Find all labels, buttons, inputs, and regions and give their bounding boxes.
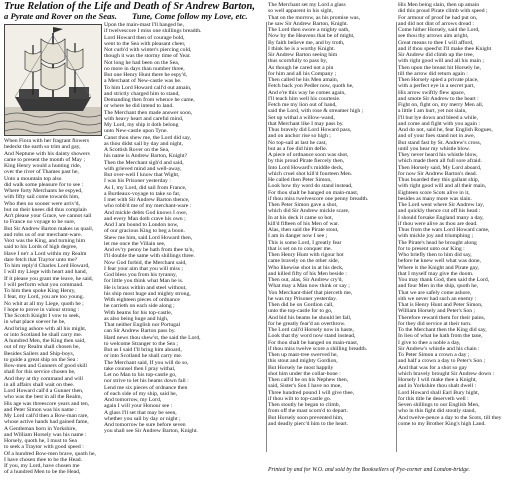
verse-line: Then upon the breast hit Horsely he, xyxy=(398,64,481,71)
verse-line: With beams for his top-castle, xyxy=(104,309,173,316)
verse-line: But Horsely soon prevented him, xyxy=(268,414,344,421)
verse-line: His arrow swiftly flew apace, xyxy=(398,89,466,96)
verse-line: The Lord call'd Horsely now in haste, xyxy=(268,327,354,333)
verse-line: till the arrow did return again : xyxy=(398,70,468,77)
verse-line: But one Henry Hunt there he espy'd, xyxy=(104,72,187,78)
verse-line: An't please your Grace, we cannot sail xyxy=(4,213,92,219)
verse-line: In lieu of what he hath from the tane, xyxy=(398,333,483,340)
verse-line: out of my Realm shall chosen be, xyxy=(4,344,80,351)
verse-line: of a hundred Men to be the Head, xyxy=(4,469,81,476)
verse-line: Lord Howard then of courage bold, xyxy=(104,34,185,41)
verse-line: did walk some pleasure for to see : xyxy=(4,181,84,188)
verse-line: with a perfect eye in a secret part, xyxy=(398,83,475,90)
verse-line: can Sir Andrew Barton pass by. xyxy=(104,328,176,335)
verse-line: said the Lord, with rose & streamer high ; xyxy=(268,108,364,115)
verse-line: My Lord call'd then a Bow-man rare, xyxy=(4,413,89,419)
verse-line: said to his Lords of high degree, xyxy=(4,244,78,251)
verse-line: this stout and mighty Gordion, xyxy=(268,358,338,365)
verse-line: Thus boarded they this gallant ship, xyxy=(398,177,480,183)
verse-line: but as a foe did him defie. xyxy=(268,145,328,152)
verse-line: as thou didst sail by day and night, xyxy=(104,140,183,147)
verse-line: And mickle debts God knows I owe, xyxy=(104,209,188,216)
verse-line: I give to thee a noble a day, xyxy=(398,339,461,346)
verse-line: I should forsake England many a day, xyxy=(398,214,484,221)
verse-line: Three hundred pound I will give thee, xyxy=(268,389,355,396)
verse-line: came to present the month of May ; xyxy=(4,156,86,163)
verse-line: so well apparent in his sight, xyxy=(268,8,334,15)
verse-line: thus scornfully to pass by, xyxy=(268,58,328,65)
verse-line: to seek a Traytor with good speed : xyxy=(4,444,84,451)
verse-line: see thou thy arrows aim aright, xyxy=(398,33,469,40)
column-4-text xyxy=(398,2,522,427)
verse-line: Lend me six pieces of ordnance then xyxy=(104,384,188,391)
verse-line: he carrieth on each side along ; xyxy=(104,303,175,310)
verse-line: To him reply'd Charles Lord Howard, xyxy=(4,263,90,269)
verse-line: Upon the main-mast I'll hanged be, xyxy=(104,22,184,28)
verse-line: Where forty Merchants he espyed, xyxy=(4,188,83,194)
verse-line: for to present unto our King : xyxy=(398,245,465,252)
verse-line: I will perform what you command. xyxy=(4,281,84,288)
verse-line: Then Horsely said, My Lord aboard, xyxy=(398,164,482,171)
verse-line: if thou miss twelvescore one penny breadth. xyxy=(268,195,369,202)
verse-line: They never heard his whistle blow, xyxy=(398,152,478,158)
verse-line: or into Scotland he shall carry me. xyxy=(4,331,83,338)
verse-line: whether you sail by day or night ; xyxy=(104,415,181,422)
verse-line: As though he cared not a pin xyxy=(268,64,334,71)
verse-line: whose active hands had gained fame, xyxy=(4,419,89,426)
verse-line: Have I ne'r a Lord within my Realm xyxy=(4,250,87,257)
verse-line: A hundred Men, the King then said, xyxy=(4,338,86,344)
verse-line: For armour of proof he had put on, xyxy=(398,14,478,21)
verse-line: dare fetch that Traytor unto me? xyxy=(4,256,78,263)
verse-line: with mickle joy and triumphing ; xyxy=(398,233,474,240)
verse-line: to welcome Stranger to the Sea ; xyxy=(104,340,178,347)
verse-line: sith we never had such an enemy : xyxy=(398,295,477,302)
verse-line: But as I said I'll bring him aboard, xyxy=(104,347,182,353)
verse-line: until you hear my whistle blow. xyxy=(398,145,470,152)
verse-line: Then Henry Hunt with rigour hot xyxy=(268,252,344,258)
verse-line: for they did service at their turn. xyxy=(398,320,472,327)
verse-line: Look how thy word do stand instead, xyxy=(268,183,353,190)
verse-line: did this proud Pirate climb with speed ; xyxy=(398,8,488,15)
verse-line: Seven shillings to our English Men, xyxy=(398,402,480,408)
verse-line: Sir Andrew's whistle and his chain : xyxy=(398,345,480,352)
verse-line: who in this fight did stoutly stand, xyxy=(398,408,476,415)
column-2-text xyxy=(104,22,264,435)
verse-line: To him Lord Howard call'd out amain, xyxy=(104,84,192,91)
column-divider xyxy=(396,22,397,452)
verse-line: I was his Prisoner yesterday : xyxy=(104,178,171,185)
verse-line: nor strive to let his beams down fall : xyxy=(104,378,189,385)
verse-line: And bring ashore with all his might, xyxy=(4,325,87,332)
verse-line: shall for this service chosen be, xyxy=(4,369,76,376)
verse-line: Therefore reward them for their pains, xyxy=(398,314,486,321)
verse-line: and come and fight with you again : xyxy=(398,120,480,127)
verse-line: though it was the stormy time of Year. xyxy=(104,53,191,60)
verse-line: And e're this way he comes again, xyxy=(268,89,346,96)
verse-line: who was the best in all the Realm, xyxy=(4,394,83,401)
verse-line: no more in days than number three, xyxy=(104,65,185,72)
verse-line: But Sir Andrew Barton makes us quail, xyxy=(4,225,94,232)
verse-line: a Merchant of New-castle was he. xyxy=(104,78,182,85)
verse-line: kill'd fifteen of his Men of war. xyxy=(268,220,339,227)
verse-line: over the river of Thames past he, xyxy=(4,169,79,176)
verse-line: I'll but lye down and bleed a while, xyxy=(398,114,478,121)
verse-line: The Pirate's head he brought along xyxy=(398,239,477,246)
verse-line: but on their knees did thus complain xyxy=(4,206,87,213)
verse-line: you shall see Sir Andrew Barton, Knight. xyxy=(104,428,198,435)
verse-line: This is some Lord, I greatly fear xyxy=(268,239,342,246)
verse-line: Eighteen score Scots alive in it, xyxy=(398,189,470,196)
verse-line: and robs us of our merchant-ware. xyxy=(4,231,83,238)
verse-line: Look that thy word now stand instead, xyxy=(268,333,356,340)
verse-line: and quickly thence cut off his head : xyxy=(398,208,481,215)
verse-line: I fear your aim that you will miss ; xyxy=(104,265,183,272)
verse-line: And do not, said he, fear English Rogues, xyxy=(398,127,493,133)
verse-line: come to my Brother King's high Land. xyxy=(398,420,486,427)
verse-line: King Henry would a hunting ride, xyxy=(4,163,82,169)
verse-line: And tomorrow, my Lord, xyxy=(104,397,162,403)
verse-line: for now Sir Andrew Barton's dead. xyxy=(398,170,478,177)
verse-line: Then Peter Simon gave a shot, xyxy=(268,202,338,208)
verse-line: which did Sir Andrew mickle scare, xyxy=(268,208,350,215)
verse-line: Not curb'd with winter's piercing cold, xyxy=(104,47,192,53)
verse-line: To him then spoke King Henry, xyxy=(4,288,76,294)
verse-line: let me once the Villain see, xyxy=(104,240,166,247)
verse-line: as also being huge and high, xyxy=(104,315,169,322)
verse-line: That is Henry Hunt and Peter Simon, xyxy=(398,302,483,308)
verse-line: Fetch me my lion out of hand, xyxy=(268,102,337,108)
verse-line: What may a Man now think or say ; xyxy=(268,283,350,290)
ballad-title: True Relation of the Life and Death of Sr Andrew Barton, xyxy=(4,1,255,12)
imprint-footer: Printed by and for W.O. and sold by the Booksellers of Pye-corner and London-bridge. xyxy=(268,467,471,473)
verse-line: Then called he his Men amain, xyxy=(268,77,339,83)
verse-line: said, Sister's Son I have no moe, xyxy=(268,383,342,390)
verse-line: unto the top-castle for to go, xyxy=(268,308,333,315)
verse-line: The Lord went where Sir Andrew lay, xyxy=(398,202,485,208)
verse-line: with right good will and all his main ; xyxy=(398,58,484,65)
verse-line: He is brass within and steel without, xyxy=(104,284,187,291)
verse-line: to France no voyage to be sure, xyxy=(4,219,76,226)
verse-line: unto New-castle upon Tyne. xyxy=(104,128,168,135)
verse-line: I think he is a worthy Knight. xyxy=(268,45,336,52)
verse-line: that Merchant like I may pass by. xyxy=(268,120,344,127)
verse-line: Thus bravely did Lord Howard pass, xyxy=(268,127,352,133)
verse-line: if thou wilt to top-castle go. xyxy=(268,395,332,402)
verse-line: Great means to thee I will afford, xyxy=(398,39,474,46)
verse-line: Let no Man to his top-castle go, xyxy=(104,372,177,378)
verse-line: Vext was the King, and turning him xyxy=(4,238,86,244)
subtitle-left: a Pyrate and Rover on the Seas. xyxy=(4,11,117,21)
verse-line: Sir Andrew did climb up the tree, xyxy=(398,52,474,58)
verse-line: But Horsely he most happily xyxy=(268,364,334,371)
verse-line: and of your foes stand not in awe, xyxy=(398,133,476,140)
verse-line: came bravely on the other side, xyxy=(268,258,340,265)
verse-line: went to the Sea with pleasant cheer, xyxy=(104,40,186,47)
verse-line: for this title he deserveth well : xyxy=(398,395,469,402)
verse-line: again I will your Honour see : xyxy=(104,403,173,410)
verse-line: He called then Peter Simon, xyxy=(268,177,332,183)
verse-line: And they at thy command and will xyxy=(4,375,83,382)
verse-line: Then call'd he on his Nephew then, xyxy=(268,377,349,383)
verse-line: I have chosen thee to be the Head. xyxy=(4,456,83,463)
verse-line: No top-sail at last he cast, xyxy=(268,139,327,146)
verse-line: Besides Sailers and Ship-boys, xyxy=(4,350,75,357)
verse-line: he saw Sir Andrew Barton, Knight. xyxy=(268,20,349,27)
verse-line: Not long he had been on the Sea, xyxy=(104,59,180,66)
verse-line: in all affairs shall wait on thee. xyxy=(4,381,75,388)
verse-line: Horsely, quoth he, I must to Sea xyxy=(4,438,77,444)
verse-line: If it please you grant me leave, he said, xyxy=(4,275,94,282)
column-1-text xyxy=(4,138,100,476)
verse-line: I'll double the same with shillings three. xyxy=(104,253,195,260)
verse-line: and if thou speed'st I'll make thee Knight xyxy=(398,45,492,52)
verse-line: Then stoutly he began to climb, xyxy=(268,402,341,408)
verse-line: And ev'ry penny he hath from thee ta'n, xyxy=(104,247,194,253)
verse-line: Canst thou shew me, the Lord did say, xyxy=(104,134,191,141)
verse-line: Lord Howard shall Earl Bury hight, xyxy=(398,389,480,396)
verse-line: a little I am hurt, yet not slain, xyxy=(398,108,467,115)
verse-line: That we are safely come ashore, xyxy=(398,289,472,296)
verse-line: If you, my Lord, have chosen me xyxy=(4,463,80,469)
verse-line: or into Scotland he shall carry me. xyxy=(104,353,183,360)
verse-line: Come hither Horsely, said the Lord, xyxy=(398,27,480,33)
verse-line: The Merchant set my Lord a glass xyxy=(268,2,346,8)
verse-line: To the Merchant then the King did say, xyxy=(398,327,487,333)
verse-line: Demanding then from whence he came, xyxy=(104,97,195,103)
verse-line: That neither English nor Portugal xyxy=(104,322,181,328)
verse-line: And Neptune with his dainty showers xyxy=(4,150,90,157)
verse-line: Bow-men and Gunners of good skill xyxy=(4,363,87,369)
verse-line: You may thank God, then said the Lord, xyxy=(398,277,490,283)
verse-line: And I am bound to London now, xyxy=(104,222,179,228)
verse-line: Where is the Knight and Pirate gay, xyxy=(398,264,479,271)
verse-line: The Merchant then made answer soon, xyxy=(104,109,193,116)
verse-line: His Men being slain, then up amain xyxy=(398,2,480,8)
verse-line: besides as many more was slain. xyxy=(398,195,472,202)
verse-line: before he knew well what was done, xyxy=(398,258,481,265)
verse-line: Who briefly then to him did say, xyxy=(398,252,472,258)
verse-line: and on anchor rise so high ; xyxy=(268,133,331,140)
verse-line: a Burdeaux-voyage to take so far, xyxy=(104,190,181,197)
verse-line: For thou shalt be hanged on main-mast, xyxy=(268,189,359,196)
verse-line: with grieved mind and well-away, xyxy=(104,165,182,172)
verse-line: Then did he on Gordion call, xyxy=(268,302,334,308)
verse-line: I fear, my Lord, you are too young. xyxy=(4,294,85,301)
column-3-text xyxy=(268,2,394,427)
verse-line: When Flora with her fragrant flowers xyxy=(4,138,90,144)
verse-line: if twelvescore I miss one shillings breadth. xyxy=(104,28,202,35)
verse-line: Fight on, fight on, my merry Men all, xyxy=(398,102,484,108)
verse-line: Unto a mountain top also xyxy=(4,175,62,182)
verse-line: Fetch back yon Pedler now, quoth he, xyxy=(268,83,354,90)
verse-line: And twelve-pence a day to the Scots, till they xyxy=(398,414,502,421)
verse-line: to guide a great ship on the Sea : xyxy=(4,356,79,363)
verse-line: But over-well I know that Wight, xyxy=(104,172,180,178)
verse-line: bedeckt the earth so trim and gay, xyxy=(4,144,81,151)
verse-line: No whit at all my Liege, quoth he ; xyxy=(4,300,84,307)
ship-woodcut-drawing xyxy=(5,25,101,135)
verse-line: A glass I'll set that may be seen, xyxy=(104,409,177,416)
verse-line: With eighteen pieces of ordnance xyxy=(104,297,180,303)
tune-line: Tune, Come follow my Love, etc. xyxy=(132,11,248,21)
verse-line: William Horsely and Peter's Son ; xyxy=(398,308,476,315)
verse-line: if thou were alive as thou are dead. xyxy=(398,220,478,227)
verse-line: I met with Sir Andrew Barton thence, xyxy=(104,197,190,203)
verse-line: I am in danger now I see ; xyxy=(268,233,328,240)
verse-line: The Scotch Knight I vow to seek, xyxy=(4,313,81,319)
verse-line: And tomorrow be sure before seven xyxy=(104,422,186,428)
ship-woodcut-image xyxy=(4,24,102,136)
verse-line: Then Horsely spied a private place, xyxy=(398,77,479,83)
verse-line: In at his deck it came so hot, xyxy=(268,214,334,221)
verse-line: or where he did intend to land. xyxy=(104,103,174,110)
verse-line: Then the Merchant sigh'd and said, xyxy=(104,159,184,166)
verse-line: By faith believe me, and by troth, xyxy=(268,39,345,46)
verse-line: Who then no sooner were arriv'd, xyxy=(4,200,80,207)
verse-line: in what place soever he be, xyxy=(4,319,66,326)
verse-line: and did not dint of arrows dread : xyxy=(398,20,474,27)
verse-line: with heavy heart and careful mind, xyxy=(104,115,184,122)
verse-line: and William Horsely was his name : xyxy=(4,431,87,438)
verse-line: Into Lord Howard's middle deck, xyxy=(268,164,344,171)
verse-line: Who likewise shot in at his deck, xyxy=(268,264,344,271)
verse-line: which cruel shot kill'd fourteen Men. xyxy=(268,170,353,177)
column-divider xyxy=(266,22,267,452)
verse-line: and half a crown a day to Peter's Son ; xyxy=(398,358,486,365)
verse-line: A Gentleman born in Yorkshire, xyxy=(4,425,77,432)
verse-line: that I myself may give the doom. xyxy=(398,270,474,277)
verse-line: who robb'd me of my merchant-ware : xyxy=(104,203,192,210)
verse-line: The Merchant said, If you will do so, xyxy=(104,359,189,366)
verse-line: A Scottish Rover on the Sea, xyxy=(104,147,170,153)
verse-line: To Peter Simon a crown a day ; xyxy=(398,352,470,358)
verse-line: Set up withal a willow-wand, xyxy=(268,114,335,121)
verse-line: But stand fast by St. Andrew's cross, xyxy=(398,139,482,146)
verse-line: As I, my Lord, did sail from France, xyxy=(104,184,187,191)
verse-line: Sir Andrew Barton seeing him xyxy=(268,52,338,58)
verse-line: Thus from the wars Lord Howard came, xyxy=(398,227,490,233)
verse-line: Lord Howard call'd a Gunner then, xyxy=(4,388,84,394)
verse-line: that is set on to conquer me. xyxy=(268,245,332,252)
verse-line: And that was for a shot so gay xyxy=(398,364,468,371)
verse-line: and deadly pierc'd him to the heart. xyxy=(268,420,349,427)
verse-line: of each side of my ship, said he, xyxy=(104,390,178,397)
verse-line: his name is Andrew Barton, Knight? xyxy=(104,153,188,160)
verse-line: Yon Merchant-thief that pierceth me, xyxy=(268,289,353,296)
verse-line: and killed fifty of his Men beside : xyxy=(268,270,347,277)
verse-line: and four Men in the ship, quoth he, xyxy=(398,283,479,290)
verse-line: with fifty sail come towards him, xyxy=(4,194,80,201)
verse-line: His age was threescore years and ten, xyxy=(4,400,90,407)
verse-line: A piece of ordnance soon was shot, xyxy=(268,152,349,158)
verse-line: of our gracious King to beg a boon. xyxy=(104,228,185,235)
verse-line: and every Man doth crave his own ; xyxy=(104,215,186,222)
verse-line: which bravely brought Sir Andrew down : xyxy=(398,370,495,377)
verse-line: I hope to prove in valour strong : xyxy=(4,306,80,313)
verse-line: which made them all full sore afraid. xyxy=(398,158,482,165)
verse-line: I'll teach him well his courtesie. xyxy=(268,95,341,102)
verse-line: for little you think what Man he is. xyxy=(104,278,184,285)
verse-line: and smote Sir Andrew to the heart : xyxy=(398,95,479,102)
verse-line: from off the mast scorn'd to depart. xyxy=(268,408,349,415)
verse-line: shot him under the collar-bone : xyxy=(268,370,341,377)
verse-line: I will my Liege with heart and hand, xyxy=(4,269,88,276)
verse-line: and in Yorkshire thou shalt dwell : xyxy=(398,383,477,390)
verse-line: God bless you from his tyranny, xyxy=(104,272,177,278)
verse-line: The Lord then swore a mighty oath, xyxy=(268,27,350,33)
verse-line: Now by the Heavens that be of might, xyxy=(268,33,355,40)
verse-line: if thou miss twelve score a shilling breadth. xyxy=(268,345,368,352)
verse-line: he was my Prisoner yesterday. xyxy=(268,295,337,302)
verse-line: Hard news thou shew'st, the said the Lord, xyxy=(104,334,201,341)
verse-line: and Peter Simon was his name : xyxy=(4,406,77,413)
verse-line: Shew me him, said Lord Howard then, xyxy=(104,234,193,241)
verse-line: My Lord, my ship it doth belong xyxy=(104,122,179,128)
verse-line: That on the morrow, as his promise was, xyxy=(268,14,361,21)
verse-line: Horsely I will make thee a Knight, xyxy=(398,377,477,383)
verse-line: for he greatly fear'd an overthrow. xyxy=(268,320,346,327)
verse-line: by this proud Pirate fiercely then, xyxy=(268,158,345,165)
verse-line: Then out, alas, Sir Andrew cry'd, xyxy=(268,277,343,283)
verse-line: and strictly charged him to stand, xyxy=(104,90,180,97)
verse-line: And bid his beams he should let fall, xyxy=(268,314,352,321)
verse-line: take counsel then I pray withal, xyxy=(104,365,176,372)
verse-line: his ship most huge and mighty strong, xyxy=(104,290,191,297)
verse-line: with right good will and all their main, xyxy=(398,183,487,190)
verse-line: Of a hundred Bow-men brave, quoth he, xyxy=(4,450,96,457)
verse-line: Now God forbid, the Merchant said, xyxy=(104,259,187,266)
verse-line: for him and all his Company ; xyxy=(268,70,337,77)
verse-line: Then up mast-tree swerved he, xyxy=(268,352,338,358)
verse-line: Alas, then said the Pirate stout, xyxy=(268,227,339,233)
verse-line: For thou shalt be hanged on main-mast, xyxy=(268,339,359,346)
